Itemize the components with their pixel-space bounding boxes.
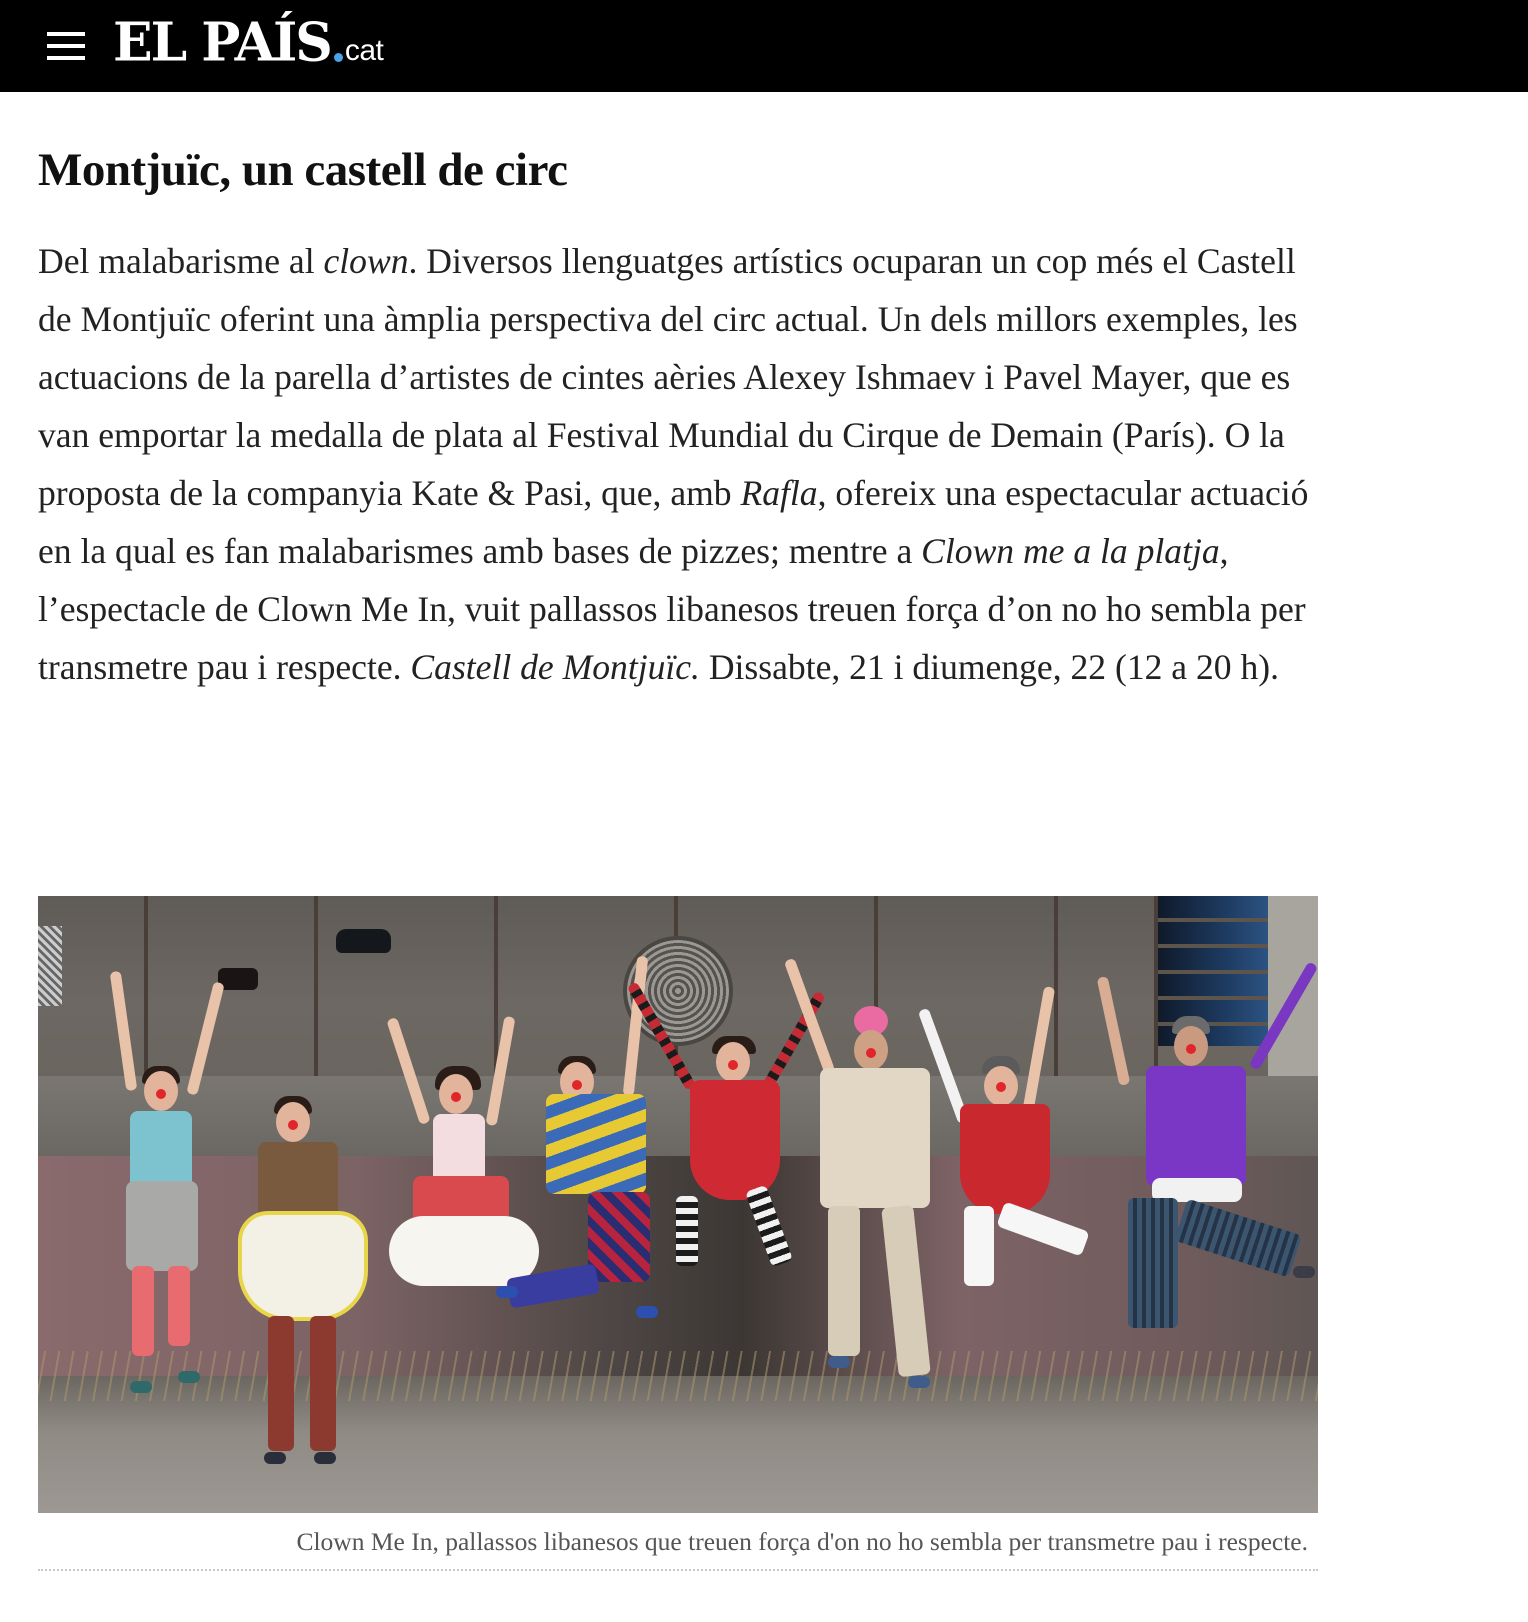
logo-dot xyxy=(334,53,343,62)
body-italic-segment: Clown me a la platja xyxy=(921,531,1220,571)
body-text-segment: Del malabarisme al xyxy=(38,241,324,281)
logo-suffix: cat xyxy=(344,34,384,67)
photo-wall-middle xyxy=(38,1076,1318,1156)
body-text-segment: , ofereix una espectacular actuació en la qual es fan malabarismes amb bases de pizzes; mentre a xyxy=(38,473,1309,571)
hamburger-line xyxy=(47,32,85,36)
logo-wordmark: EL PAÍS xyxy=(113,11,331,74)
photo-wall-panel xyxy=(318,896,498,1076)
photo-vent xyxy=(38,926,62,1006)
article-figure xyxy=(38,896,1318,1571)
body-italic-segment: clown xyxy=(323,241,409,281)
caption-divider xyxy=(38,1569,1318,1571)
hamburger-line xyxy=(47,44,85,48)
body-text-segment: Dissabte, 21 i diumenge, 22 (12 a 20 h). xyxy=(699,647,1279,687)
article-headline: Montjuïc, un castell de circ xyxy=(38,144,568,196)
photo-wall-panel xyxy=(878,896,1058,1076)
article-photo xyxy=(38,896,1318,1513)
body-italic-segment: Castell de Montjuïc. xyxy=(410,647,700,687)
hamburger-menu-icon[interactable] xyxy=(47,32,85,60)
photo-caption: Clown Me In, pallassos libanesos que treuen força d'on no ho sembla per transmetre pau i respecte. xyxy=(296,1527,1308,1556)
top-navigation-bar xyxy=(0,0,1528,92)
body-text-segment: . Diversos llenguatges artístics ocuparan un cop més el Castell de Montjuïc oferint una àmplia perspectiva del circ actual. Un dels millors exemples, les actuacions de la parella d’artistes de cintes aèries Alexey Ishmaev i Pavel Mayer, que es van emportar la medalla de plata al Festival Mundial du Cirque de Demain (París). O la proposta de la companyia Kate & Pasi, que, amb xyxy=(38,241,1298,513)
article xyxy=(38,140,1318,696)
body-text-segment: , l’espectacle de Clown Me In, vuit pallassos libanesos treuen força d’on no ho sembla per transmetre pau i respecte. xyxy=(38,531,1306,687)
body-italic-segment: Rafla xyxy=(740,473,818,513)
photo-pipe xyxy=(218,968,258,990)
article-body xyxy=(38,232,1318,696)
hamburger-line xyxy=(47,56,85,60)
photo-grass xyxy=(38,1351,1318,1401)
photo-hole xyxy=(336,929,391,953)
site-logo[interactable] xyxy=(113,12,383,72)
